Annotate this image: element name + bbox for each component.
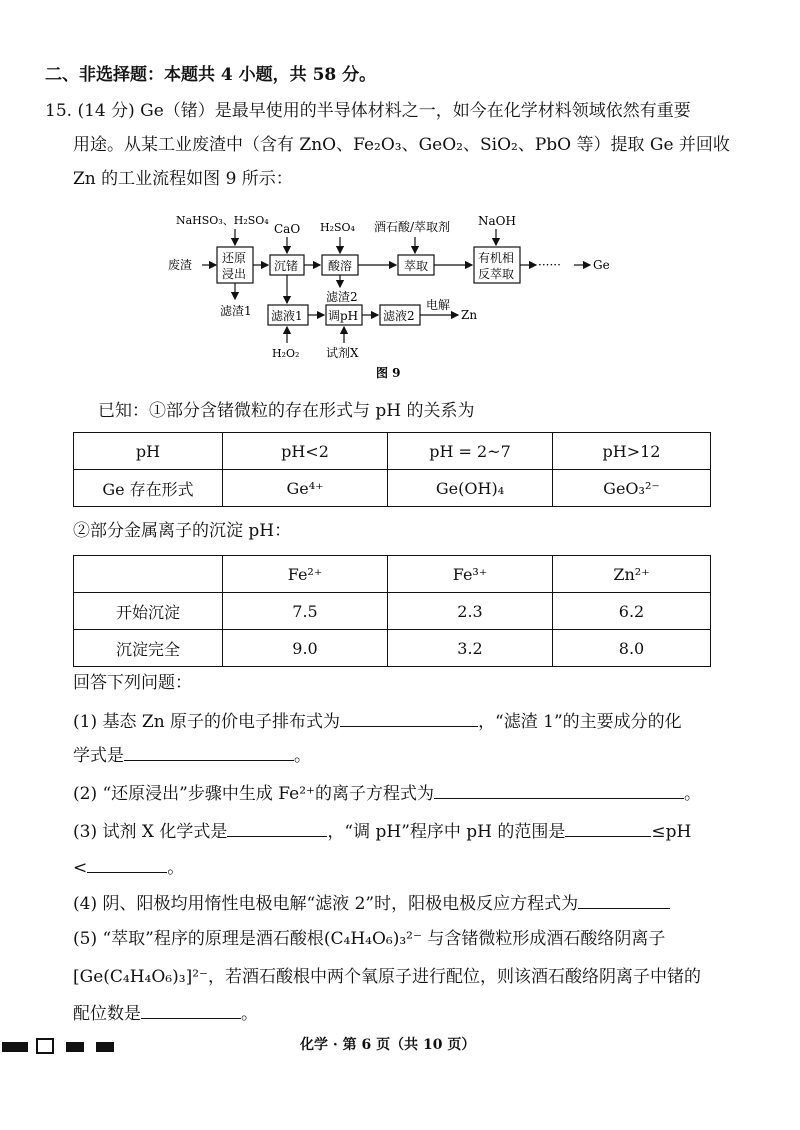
box-extract-text: 萃取 [404,259,429,273]
figure-caption: 图 9 [376,366,401,380]
table-cell: pH [74,433,223,470]
residue2-label: 滤渣2 [326,290,358,304]
table-cell: Fe²⁺ [223,556,388,593]
question-5-line1: (5) “萃取”程序的原理是酒石酸根(C₄H₄O₆)₃²⁻ 与含锗微粒形成酒石酸络阴离子 [73,929,666,949]
table2-label: ②部分金属离子的沉淀 pH： [73,521,292,541]
q1-answer-blank-2[interactable] [124,744,294,761]
question-3 [73,820,691,843]
table-cell: GeO₃²⁻ [553,470,711,507]
feed-label: 废渣 [168,258,193,272]
q1-text-a: (1) 基态 Zn 原子的价电子排布式为 [73,712,341,732]
box-ge-text: 沉锗 [274,259,299,273]
q3-answer-blank-1[interactable] [227,820,327,837]
q3-text-e: 。 [167,858,185,878]
table-cell: pH>12 [553,433,711,470]
table-cell: pH = 2~7 [388,433,553,470]
question-5-line3 [73,1002,258,1025]
q1-text-d: 。 [294,746,311,766]
box-back-text2: 反萃取 [478,267,515,281]
table-cell: 9.0 [223,630,388,667]
box-reduce-text1: 还原 [222,251,247,265]
table-cell: 6.2 [553,593,711,630]
q2-text-a: (2) “还原浸出”步骤中生成 Fe²⁺的离子方程式为 [73,784,434,804]
q4-text-a: (4) 阴、阳极均用惰性电极电解“滤液 2”时，阳极电极反应方程式为 [73,894,579,914]
q3-answer-blank-3[interactable] [87,856,167,873]
box-filtrate1-text: 滤液1 [271,309,303,323]
table-cell: 2.3 [388,593,553,630]
table-cell: 7.5 [223,593,388,630]
table-cell: Fe³⁺ [388,556,553,593]
question-2 [73,782,701,805]
scan-marker-2 [36,1038,54,1054]
table-row [74,470,711,507]
table-row [74,593,711,630]
scan-marker-4 [96,1042,114,1052]
table-cell: pH<2 [223,433,388,470]
residue1-label: 滤渣1 [220,304,252,318]
q1-text-b: ，“滤渣 1”的主要成分的化 [478,712,682,732]
question-intro-line2: 用途。从某工业废渣中（含有 ZnO、Fe₂O₃、GeO₂、SiO₂、PbO 等）提取 Ge 并回收 [73,135,730,155]
question-1-cont [73,744,311,767]
page-footer: 化学 · 第 6 页（共 10 页） [300,1037,476,1053]
precipitation-ph-table [73,555,711,667]
scan-marker-1 [2,1042,28,1052]
product-ge: Ge [593,258,610,272]
table-cell [74,556,223,593]
table-cell: 8.0 [553,630,711,667]
electrolysis-label: 电解 [426,298,451,312]
q3-answer-blank-2[interactable] [565,820,651,837]
reagent-cao: CaO [274,222,301,236]
question-intro-line3: Zn 的工业流程如图 9 所示： [73,169,293,189]
q1-answer-blank-1[interactable] [340,710,478,727]
reagent-tartaric: 酒石酸/萃取剂 [374,220,451,234]
q5-answer-blank[interactable] [141,1002,241,1019]
question-4 [73,892,670,915]
dots-label: ······ [538,258,561,272]
q3-text-b: ，“调 pH”程序中 pH 的范围是 [327,822,566,842]
reagent-naoh: NaOH [478,214,516,228]
ge-species-table [73,432,711,507]
table-cell: 沉淀完全 [74,630,223,667]
reagent-x: 试剂X [326,346,359,360]
reagent-h2so4: H₂SO₄ [320,221,355,234]
table-cell: Ge 存在形式 [74,470,223,507]
q2-answer-blank[interactable] [434,782,684,799]
q3-text-d: < [73,858,88,878]
q2-text-b: 。 [683,784,701,804]
q5-text-b: 。 [241,1004,258,1024]
q3-text-a: (3) 试剂 X 化学式是 [73,822,228,842]
q4-answer-blank[interactable] [578,892,670,909]
box-acid-text: 酸溶 [328,259,353,273]
answer-prompt: 回答下列问题： [73,673,192,693]
reagent-reduce: NaHSO₃、H₂SO₄ [176,214,269,227]
table-cell: 开始沉淀 [74,593,223,630]
table-cell: 3.2 [388,630,553,667]
section-title: 二、非选择题：本题共 4 小题，共 58 分。 [45,65,377,85]
question-3-cont [73,856,184,879]
q1-text-c: 学式是 [73,746,124,766]
known-label: 已知：①部分含锗微粒的存在形式与 pH 的关系为 [98,401,475,421]
table-cell: Ge⁴⁺ [223,470,388,507]
table-cell: Ge(OH)₄ [388,470,553,507]
table-row [74,556,711,593]
table-cell: Zn²⁺ [553,556,711,593]
product-zn: Zn [461,308,478,322]
question-intro-line1: 15. (14 分) Ge（锗）是最早使用的半导体材料之一，如今在化学材料领域依然有重要 [45,101,691,121]
reagent-h2o2: H₂O₂ [272,347,300,360]
q3-text-c: ≤pH [651,822,692,842]
q5-text-a: 配位数是 [73,1004,141,1024]
process-flowchart [160,205,630,385]
scan-marker-3 [66,1042,84,1052]
box-ph-text: 调pH [328,309,359,323]
box-reduce-text2: 浸出 [222,267,247,281]
question-1 [73,710,682,733]
box-back-text1: 有机相 [478,251,515,265]
table-row [74,630,711,667]
table-row [74,433,711,470]
question-5-line2: [Ge(C₄H₄O₆)₃]²⁻，若酒石酸根中两个氧原子进行配位，则该酒石酸络阴离子中锗的 [73,967,701,987]
box-filtrate2-text: 滤液2 [383,309,415,323]
